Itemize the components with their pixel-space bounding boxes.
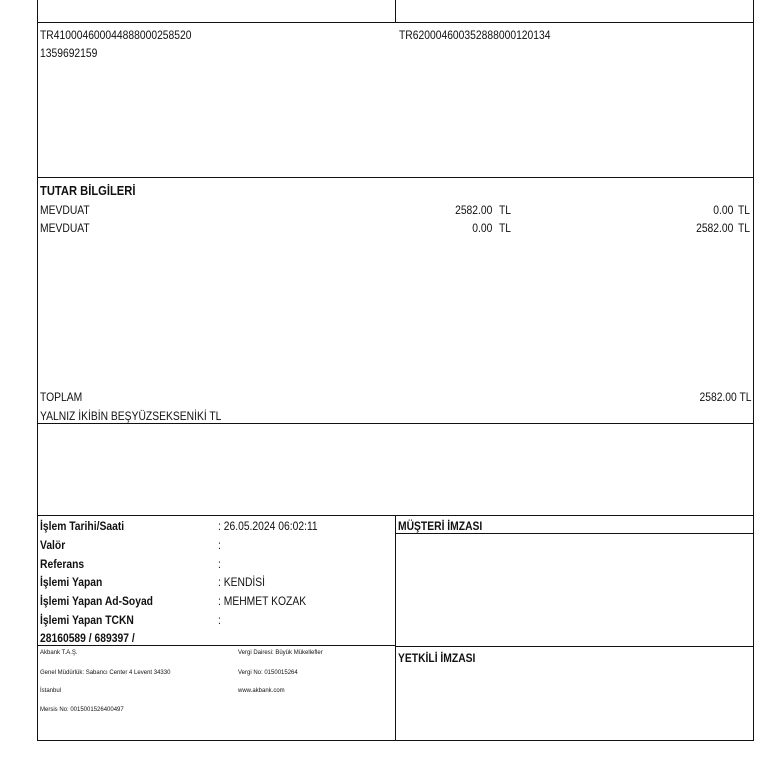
amount-row-2-credit: 2582.00	[695, 221, 733, 235]
amounts-bottom-divider	[37, 423, 754, 424]
border-left	[37, 0, 38, 741]
footer-divider	[37, 645, 395, 646]
signature-column-divider	[395, 515, 396, 741]
footer-mersis: Mersis No: 0015001526400497	[40, 707, 124, 713]
footer-address: Genel Müdürlük: Sabancı Center 4 Levent 34330	[40, 670, 171, 676]
footer-city: İstanbul	[40, 688, 62, 694]
field-performer-value: : KENDİSİ	[218, 575, 266, 589]
amount-row-2-label: MEVDUAT	[40, 221, 90, 235]
footer-tax-office: Vergi Dairesi: Büyük Mükellefler	[238, 650, 323, 656]
field-performer-tckn-label: İşlemi Yapan TCKN	[40, 613, 134, 627]
total-in-words: YALNIZ İKİBİN BEŞYÜZSEKSENİKİ TL	[40, 409, 222, 423]
amount-row-1-credit-currency: TL	[738, 203, 751, 217]
border-right	[753, 0, 754, 741]
field-reference-label: Referans	[40, 557, 85, 571]
amounts-top-divider	[37, 177, 754, 178]
amount-row-2-debit-currency: TL	[499, 221, 512, 235]
amount-row-2-debit: 0.00	[471, 221, 492, 235]
amount-row-1-debit: 2582.00	[454, 203, 492, 217]
field-valor-label: Valör	[40, 538, 66, 552]
sender-iban: TR410004600044888000258520	[40, 28, 192, 42]
field-date-label: İşlem Tarihi/Saati	[40, 519, 125, 533]
amount-row-1-credit: 0.00	[712, 203, 733, 217]
customer-signature-underline	[395, 533, 754, 534]
amount-row-1-label: MEVDUAT	[40, 203, 90, 217]
field-performer-tckn-value: :	[218, 613, 221, 627]
field-date-value: : 26.05.2024 06:02:11	[218, 519, 318, 533]
authorized-signature-divider	[395, 646, 754, 647]
amounts-heading: TUTAR BİLGİLERİ	[40, 183, 136, 198]
authorized-signature-label: YETKİLİ İMZASI	[398, 651, 476, 665]
receiver-iban: TR620004600352888000120134	[399, 28, 551, 42]
total-label: TOPLAM	[40, 390, 83, 404]
field-performer-name-label: İşlemi Yapan Ad-Soyad	[40, 594, 153, 608]
total-value: 2582.00 TL	[698, 390, 751, 404]
sender-account-number: 1359692159	[40, 46, 98, 60]
field-valor-value: :	[218, 538, 221, 552]
field-performer-name-value: : MEHMET KOZAK	[218, 594, 307, 608]
amount-row-1-debit-currency: TL	[499, 203, 512, 217]
amount-row-2-credit-currency: TL	[738, 221, 751, 235]
footer-website: www.akbank.com	[238, 688, 285, 694]
tckn-line: 28160589 / 689397 /	[40, 631, 135, 645]
field-performer-label: İşlemi Yapan	[40, 575, 103, 589]
footer-company: Akbank T.A.Ş.	[40, 650, 78, 656]
customer-signature-label: MÜŞTERİ İMZASI	[398, 519, 483, 533]
field-reference-value: :	[218, 557, 221, 571]
footer-tax-number: Vergi No: 0150015264	[238, 670, 298, 676]
top-column-divider	[395, 0, 396, 23]
